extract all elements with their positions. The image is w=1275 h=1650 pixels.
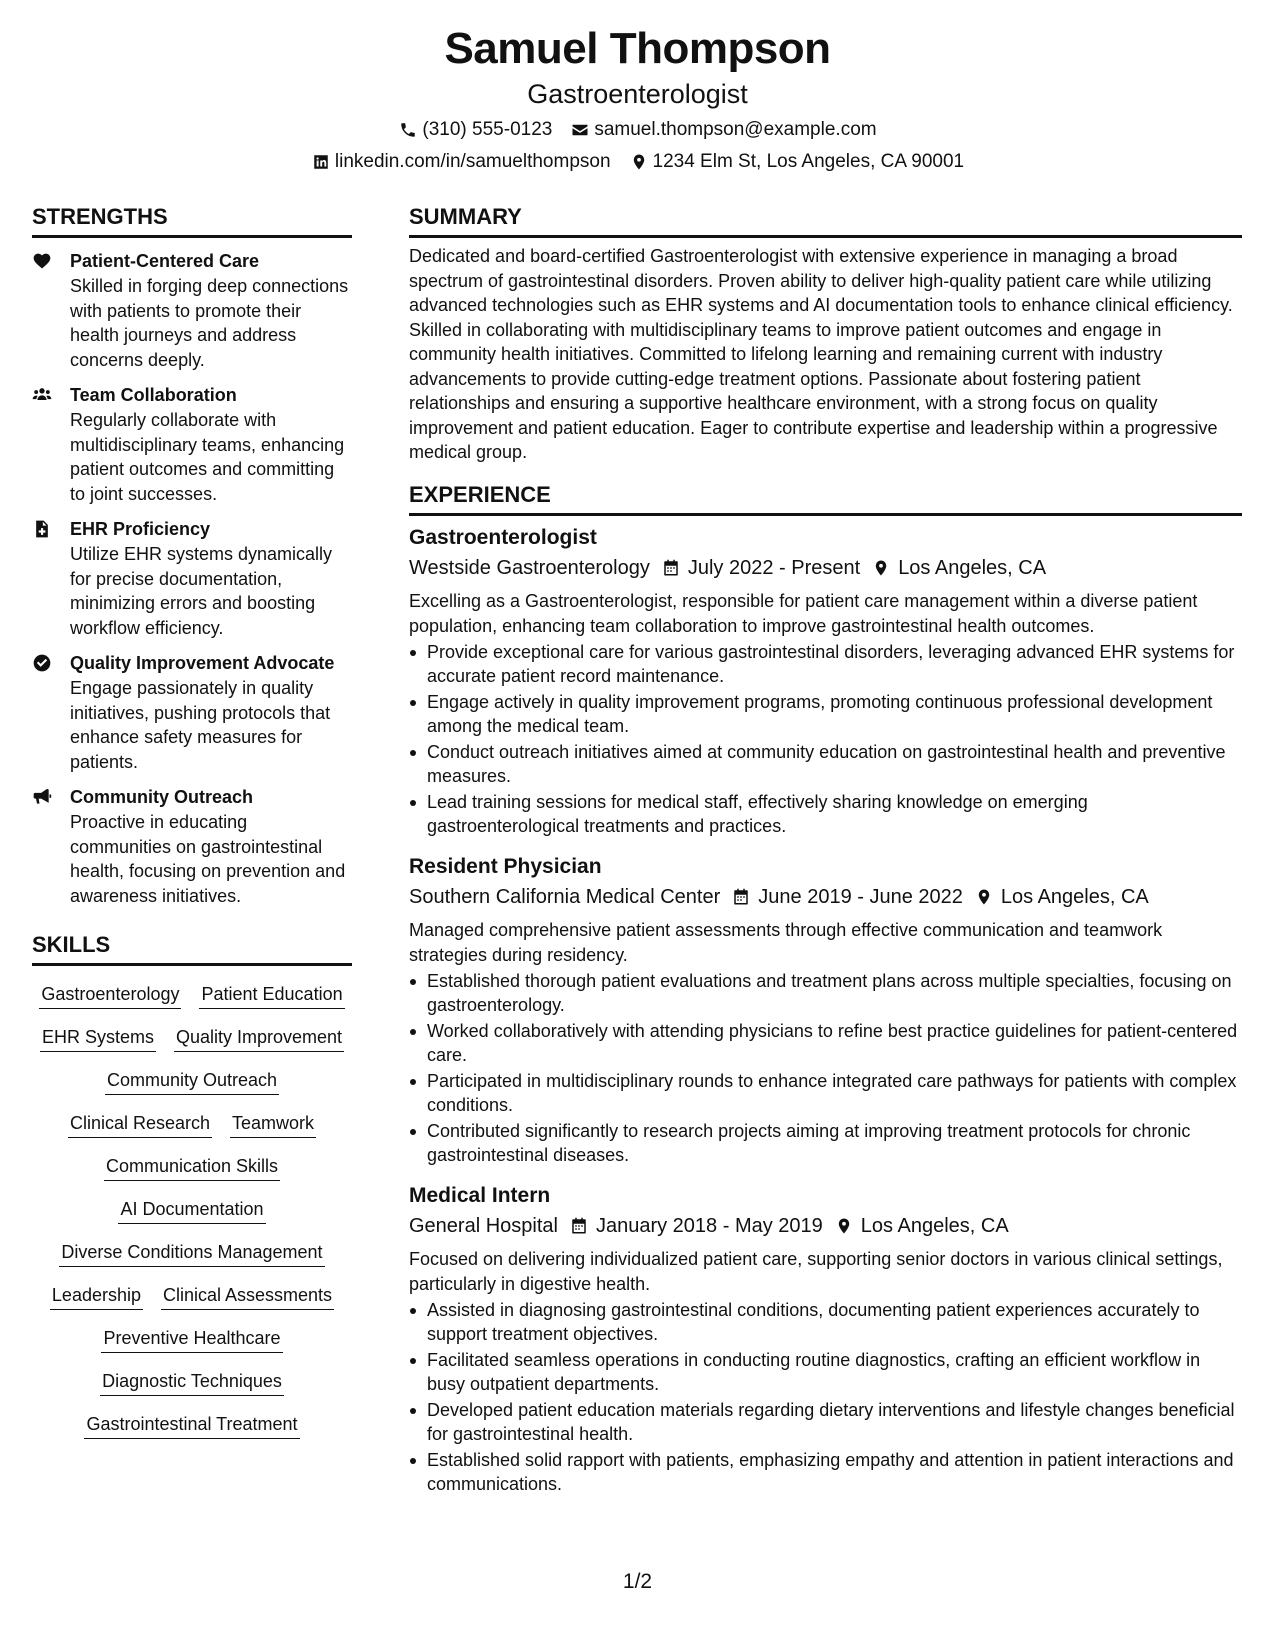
skills-section [32,930,352,1439]
job-meta [409,883,1242,911]
job-description: Focused on delivering individualized patient care, supporting senior doctors in various clinical settings, particularly in digestive health. [409,1248,1223,1294]
strength-desc: Engage passionately in quality initiatives, pushing protocols that enhance safety measures for patients. [70,678,331,772]
resume-header [0,22,1275,174]
job-bullet: Contributed significantly to research projects aiming at improving treatment protocols for chronic gastrointestinal diseases. [409,1119,1242,1168]
skill-tag: Diverse Conditions Management [59,1240,324,1267]
contact-row-2 [0,150,1275,174]
calendar-icon [662,559,680,577]
job-company: Westside Gastroenterology [409,556,650,579]
job-dates: July 2022 - Present [687,556,861,579]
job-meta [409,1212,1242,1240]
job-location: Los Angeles, CA [898,556,1047,579]
strength-item [32,249,352,372]
job-bullet: Facilitated seamless operations in conducting routine diagnostics, crafting an efficient workflow in busy outpatient departments. [409,1348,1242,1397]
job-bullet: Established solid rapport with patients, emphasizing empathy and attention in patient interactions and communications. [409,1448,1242,1497]
calendar-icon [570,1217,588,1235]
job-bullet: Engage actively in quality improvement programs, promoting continuous professional development among the medical team. [409,690,1242,739]
strength-title: Quality Improvement Advocate [70,653,335,673]
skill-tag: EHR Systems [40,1025,156,1052]
job-title: Resident Physician [409,854,602,878]
linkedin-text[interactable]: linkedin.com/in/samuelthompson [334,151,611,172]
job-bullets [409,969,1242,1168]
map-marker-icon [975,888,993,906]
job-entry [409,1182,1242,1497]
job-company: General Hospital [409,1214,558,1237]
job-bullets [409,1298,1242,1497]
calendar-icon [732,888,750,906]
address-text: 1234 Elm St, Los Angeles, CA 90001 [652,151,965,172]
page-number: 1/2 [622,1570,653,1593]
strength-desc: Proactive in educating communities on gastrointestinal health, focusing on prevention and awareness initiatives. [70,812,346,906]
skill-tag: Diagnostic Techniques [100,1369,284,1396]
job-bullet: Developed patient education materials regarding dietary interventions and lifestyle changes beneficial for gastrointestinal health. [409,1398,1242,1447]
skills-heading: SKILLS [32,930,352,966]
candidate-name: Samuel Thompson [444,24,831,73]
job-bullet: Worked collaboratively with attending physicians to refine best practice guidelines for patient-centered care. [409,1019,1242,1068]
job-location: Los Angeles, CA [1000,885,1149,908]
job-bullet: Established thorough patient evaluations and treatment plans across multiple specialties, focusing on gastroenterology. [409,969,1242,1018]
skill-tag: Quality Improvement [174,1025,344,1052]
email-contact [570,118,876,142]
candidate-title: Gastroenterologist [527,79,748,109]
job-bullet: Lead training sessions for medical staff, effectively sharing knowledge on emerging gastroenterological treatments and practices. [409,790,1242,839]
strength-desc: Utilize EHR systems dynamically for precise documentation, minimizing errors and boosting workflow efficiency. [70,544,333,638]
strength-title: Patient-Centered Care [70,251,260,271]
map-marker-icon [629,152,649,172]
bullhorn-icon [32,785,70,908]
contact-row-1 [0,118,1275,142]
strengths-heading: STRENGTHS [32,202,352,238]
summary-heading: SUMMARY [409,202,1242,238]
map-marker-icon [872,559,890,577]
job-description: Managed comprehensive patient assessments through effective communication and teamwork strategies during residency. [409,919,1163,965]
strength-title: EHR Proficiency [70,519,211,539]
skill-tag: Gastroenterology [39,982,181,1009]
skill-tag: Communication Skills [104,1154,280,1181]
file-medical-icon [32,517,70,640]
job-bullet: Conduct outreach initiatives aimed at community education on gastrointestinal health and preventive measures. [409,740,1242,789]
strength-desc: Regularly collaborate with multidisciplinary teams, enhancing patient outcomes and committing to joint successes. [70,410,345,504]
heart-icon [32,249,70,372]
job-bullet: Assisted in diagnosing gastrointestinal conditions, documenting patient experiences accurately to support treatment objectives. [409,1298,1242,1347]
skill-tag: Teamwork [230,1111,316,1138]
job-dates: January 2018 - May 2019 [595,1214,823,1237]
job-bullet: Participated in multidisciplinary rounds to enhance integrated care pathways for patients with complex conditions. [409,1069,1242,1118]
job-location: Los Angeles, CA [860,1214,1009,1237]
phone-contact [398,118,552,142]
skill-tag: Clinical Assessments [161,1283,334,1310]
phone-icon [398,120,418,140]
job-title: Gastroenterologist [409,525,597,549]
check-circle-icon [32,651,70,774]
right-column [409,202,1242,1497]
strength-desc: Skilled in forging deep connections with patients to promote their health journeys and address concerns deeply. [70,276,349,370]
job-meta [409,554,1242,582]
experience-section [409,480,1242,1497]
job-description: Excelling as a Gastroenterologist, responsible for patient care management within a diverse patient population, enhancing team collaboration to improve gastrointestinal health outcomes. [409,590,1198,636]
job-title: Medical Intern [409,1183,551,1207]
skills-list [32,982,352,1439]
linkedin-contact [311,150,611,174]
linkedin-icon [311,152,331,172]
left-column [32,202,352,1439]
envelope-icon [570,120,590,140]
job-entry [409,524,1242,839]
strength-item [32,785,352,908]
email-text[interactable]: samuel.thompson@example.com [594,119,877,140]
strength-title: Team Collaboration [70,385,237,405]
skill-tag: Preventive Healthcare [101,1326,282,1353]
job-entry [409,853,1242,1168]
job-company: Southern California Medical Center [409,885,721,908]
strength-item [32,651,352,774]
skill-tag: Clinical Research [68,1111,212,1138]
summary-text: Dedicated and board-certified Gastroenterologist with extensive experience in managing a broad spectrum of gastrointestinal disorders. Proven ability to deliver high-quality patient care while utilizing advanced technologies such as EHR systems and AI documentation tools to enhance clinical efficiency. Skilled in collaborating with multidisciplinary teams to improve patient outcomes and engage in community health initiatives. Committed to lifelong learning and remaining current with industry advancements to provide cutting-edge treatment options. Passionate about fostering patient relationships and ensuring a supportive healthcare environment, with a strong focus on quality improvement and patient education. Eager to contribute expertise and leadership within a progressive medical group. [409,246,1233,462]
job-dates: June 2019 - June 2022 [758,885,963,908]
skill-tag: Leadership [50,1283,143,1310]
map-marker-icon [835,1217,853,1235]
job-bullets [409,640,1242,839]
job-bullet: Provide exceptional care for various gastrointestinal disorders, leveraging advanced EHR systems for accurate patient record maintenance. [409,640,1242,689]
strength-item [32,517,352,640]
skill-tag: Community Outreach [105,1068,279,1095]
experience-heading: EXPERIENCE [409,480,1242,516]
strength-title: Community Outreach [70,787,254,807]
skill-tag: AI Documentation [118,1197,265,1224]
address-contact [629,150,965,174]
users-icon [32,383,70,506]
strength-item [32,383,352,506]
skill-tag: Gastrointestinal Treatment [84,1412,299,1439]
skill-tag: Patient Education [199,982,344,1009]
phone-text[interactable]: (310) 555-0123 [422,119,553,140]
